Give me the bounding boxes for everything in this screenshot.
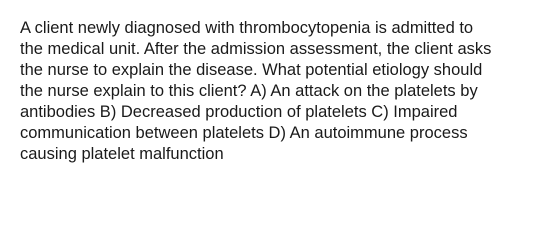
question-line: the medical unit. After the admission assessment, the client asks [20, 40, 492, 58]
question-text [20, 18, 550, 165]
question-line: antibodies B) Decreased production of platelets C) Impaired [20, 103, 458, 121]
question-line: communication between platelets D) An autoimmune process [20, 124, 468, 142]
question-line: the nurse explain to this client? A) An attack on the platelets by [20, 82, 478, 100]
question-line: A client newly diagnosed with thrombocytopenia is admitted to [20, 19, 474, 37]
question-line: the nurse to explain the disease. What potential etiology should [20, 61, 483, 79]
question-line: causing platelet malfunction [20, 145, 224, 163]
